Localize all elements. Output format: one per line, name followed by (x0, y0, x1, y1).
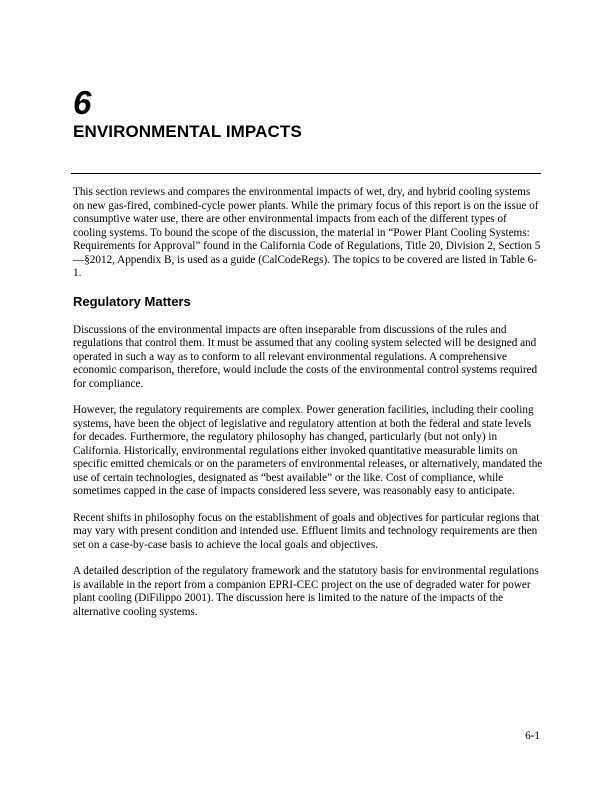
chapter-divider (71, 173, 541, 174)
body-paragraph: Recent shifts in philosophy focus on the establishment of goals and objectives for particular regions that may vary with present condition and intended use. Effluent limits and technology requirements are then set on a case-by-case basis to achieve the local goals and objectives. (73, 511, 540, 551)
body-content (73, 186, 543, 632)
chapter-number: 6 (73, 84, 92, 121)
intro-paragraph: This section reviews and compares the environmental impacts of wet, dry, and hybrid cooling systems on new gas-fired, combined-cycle power plants. While the primary focus of this report is on the issue of consumptive water use, there are other environmental impacts from each of the different types of cooling systems. To bound the scope of the discussion, the material in “Power Plant Cooling Systems: Requirements for Approval” found in the California Code of Regulations, Title 20, Division 2, Section 5—§2012, Appendix B, is used as a guide (CalCodeRegs). The topics to be covered are listed in Table 6-1. (73, 186, 541, 279)
chapter-title: ENVIRONMENTAL IMPACTS (73, 122, 302, 141)
body-paragraph: A detailed description of the regulatory framework and the statutory basis for environmental regulations is available in the report from a companion EPRI-CEC project on the use of degraded water for power plant cooling (DiFilippo 2001). The discussion here is limited to the nature of the impacts of the alternative cooling systems. (73, 565, 539, 618)
body-paragraph: Discussions of the environmental impacts are often inseparable from discussions of the rules and regulations that control them. It must be assumed that any cooling system selected will be designed and operated in such a way as to conform to all relevant environmental regulations. A comprehensive economic comparison, therefore, would include the costs of the environmental control systems required for compliance. (73, 323, 538, 390)
section-heading: Regulatory Matters (73, 293, 191, 309)
body-paragraph: However, the regulatory requirements are complex. Power generation facilities, including their cooling systems, have been the object of legislative and regulatory attention at both the federal and state levels for decades. Furthermore, the regulatory philosophy has changed, particularly (but not only) in California. Historically, environmental regulations either invoked quantitative measurable limits on specific emitted chemicals or on the parameters of environmental releases, or alternatively, mandated the use of certain technologies, designated as “best available” or the like. Cost of compliance, while sometimes capped in the case of impacts considered less severe, was reasonably easy to anticipate. (73, 404, 543, 497)
page-number: 6-1 (525, 730, 540, 742)
